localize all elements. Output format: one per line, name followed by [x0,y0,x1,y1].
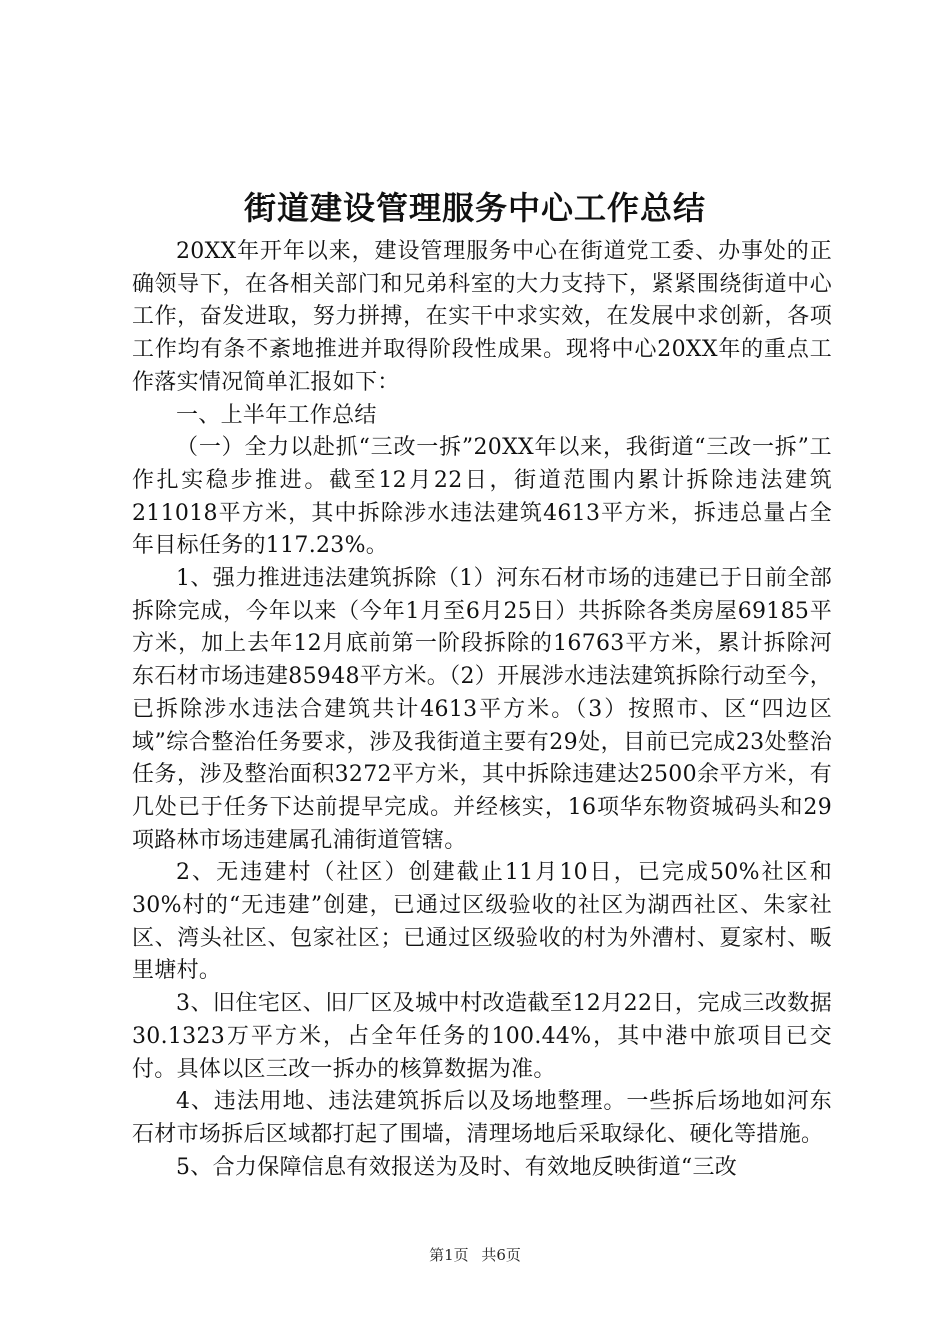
document-title: 街道建设管理服务中心工作总结 [243,189,706,227]
paragraph-intro: 20XX年开年以来，建设管理服务中心在街道党工委、办事处的正确领导下，在各相关部门和兄弟科室的大力支持下，紧紧围绕街道中心工作，奋发进取，努力拼搏，在实干中求实效，在发展中求创新，各项工作均有条不紊地推进并取得阶段性成果。现将中心20XX年的重点工作落实情况简单汇报如下： [132,239,832,395]
page-number: 第1页 [429,1246,469,1264]
page-footer [0,1245,950,1265]
document-body [132,236,832,1184]
paragraph-item-5: 5、合力保障信息有效报送为及时、有效地反映街道“三改 [176,1154,738,1180]
paragraph-item-3: 3、旧住宅区、旧厂区及城中村改造截至12月22日，完成三改数据30.1323万平方米，占全年任务的100.44%，其中港中旅项目已交付。具体以区三改一拆办的核算数据为准。 [132,991,832,1082]
paragraph-subsection-1: （一）全力以赴抓“三改一拆”20XX年以来，我街道“三改一拆”工作扎实稳步推进。截至12月22日，街道范围内累计拆除违法建筑211018平方米，其中拆除涉水违法建筑4613平方米，拆违总量占全年目标任务的117.23%。 [132,435,832,559]
paragraph-item-2: 2、无违建村（社区）创建截止11月10日，已完成50%社区和30%村的“无违建”创建，已通过区级验收的社区为湖西社区、朱家社区、湾头社区、包家社区；已通过区级验收的村为外漕村、夏家村、畈里塘村。 [132,860,832,984]
paragraph-item-4: 4、违法用地、违法建筑拆后以及场地整理。一些拆后场地如河东石材市场拆后区域都打起了围墙，清理场地后采取绿化、硬化等措施。 [132,1089,832,1147]
section-heading: 一、上半年工作总结 [176,402,377,428]
paragraph-item-1: 1、强力推进违法建筑拆除（1）河东石材市场的违建已于日前全部拆除完成，今年以来（今年1月至6月25日）共拆除各类房屋69185平方米，加上去年12月底前第一阶段拆除的16763平方米，累计拆除河东石材市场违建85948平方米。（2）开展涉水违法建筑拆除行动至今，已拆除涉水违法合建筑共计4613平方米。（3）按照市、区“四边区域”综合整治任务要求，涉及我街道主要有29处，目前已完成23处整治任务，涉及整治面积3272平方米，其中拆除违建达2500余平方米，有几处已于任务下达前提早完成。并经核实，16项华东物资城码头和29项路林市场违建属孔浦街道管辖。 [132,566,832,853]
page-total: 共6页 [481,1246,521,1264]
